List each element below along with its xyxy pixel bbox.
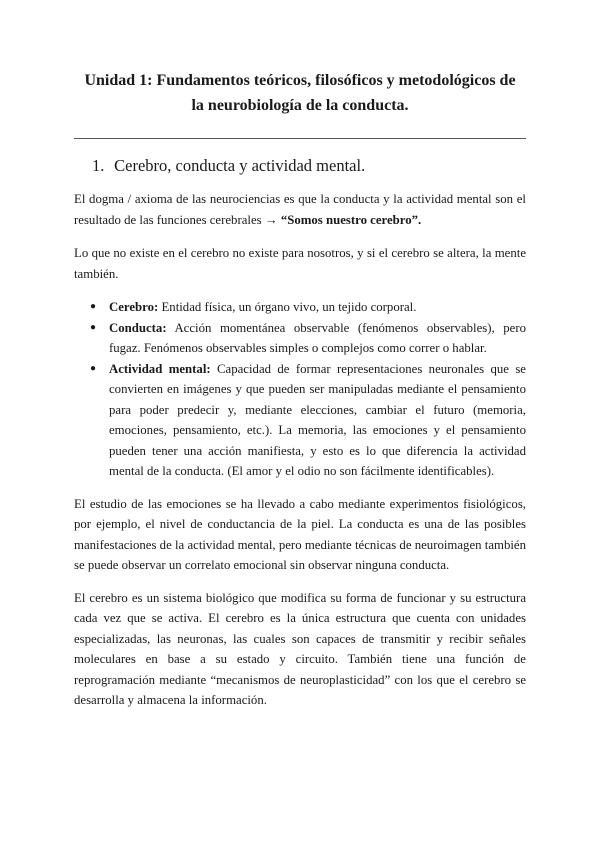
- bullet-icon: ●: [90, 362, 97, 374]
- list-item-actividad-mental: [90, 359, 526, 482]
- term-cerebro: Cerebro:: [109, 300, 159, 314]
- bullet-icon: ●: [90, 321, 97, 333]
- title-divider: [74, 138, 526, 139]
- definition-list: [74, 297, 526, 482]
- section-heading: [92, 155, 526, 177]
- bullet-icon: ●: [90, 301, 97, 312]
- paragraph-dogma-emphasis: “Somos nuestro cerebro”.: [280, 212, 422, 227]
- section-title: Cerebro, conducta y actividad mental.: [114, 156, 366, 175]
- list-item-conducta: [90, 318, 526, 359]
- paragraph-emotions: El estudio de las emociones se ha llevado a cabo mediante experimentos fisiológicos, por ejemplo, el nivel de conductancia de la piel. La conducta es una de las posibles manifestaciones de la actividad mental, pero mediante técnicas de neuroimagen también se puede observar un correlato emocional sin observar ninguna conducta.: [74, 496, 526, 572]
- definition-actividad-mental: Capacidad de formar representaciones neuronales que se convierten en imágenes y que pueden ser manipuladas mediante el pensamiento para poder predecir y, mediante elecciones, cambiar el futuro (memoria, emociones, pensamiento, etc.). La memoria, las emociones y el pensamiento pueden tener una acción manifiesta, y esto es lo que diferencia la actividad mental de la conducta. (El amor y el odio no son fácilmente identificables).: [109, 361, 526, 478]
- paragraph-mind: Lo que no existe en el cerebro no existe para nosotros, y si el cerebro se altera, la mente también.: [74, 246, 526, 281]
- definition-conducta: Acción momentánea observable (fenómenos observables), pero fugaz. Fenómenos observables simples o complejos como correr o hablar.: [109, 320, 526, 355]
- section-number: 1.: [92, 156, 105, 175]
- paragraph-dogma-text: El dogma / axioma de las neurociencias es que la conducta y la actividad mental son el resultado de las funciones cerebrales: [74, 192, 526, 227]
- document-title: Unidad 1: Fundamentos teóricos, filosóficos y metodológicos de la neurobiología de la conducta.: [84, 72, 516, 114]
- list-item-cerebro: [90, 297, 526, 318]
- paragraph-brain-system: El cerebro es un sistema biológico que modifica su forma de funcionar y su estructura cada vez que se activa. El cerebro es la única estructura que cuenta con unidades especializadas, las neuronas, las cuales son capaces de transmitir y recibir señales moleculares en base a su estado y circuito. También tiene una función de reprogramación mediante “mecanismos de neuroplasticidad” con los que el cerebro se desarrolla y almacena la información.: [74, 590, 526, 707]
- definition-cerebro: Entidad física, un órgano vivo, un tejido corporal.: [158, 300, 417, 314]
- document-page: [74, 68, 526, 711]
- term-conducta: Conducta:: [109, 320, 167, 335]
- term-actividad-mental: Actividad mental:: [109, 361, 211, 376]
- paragraph-dogma: [74, 189, 526, 230]
- arrow-icon: →: [264, 212, 278, 227]
